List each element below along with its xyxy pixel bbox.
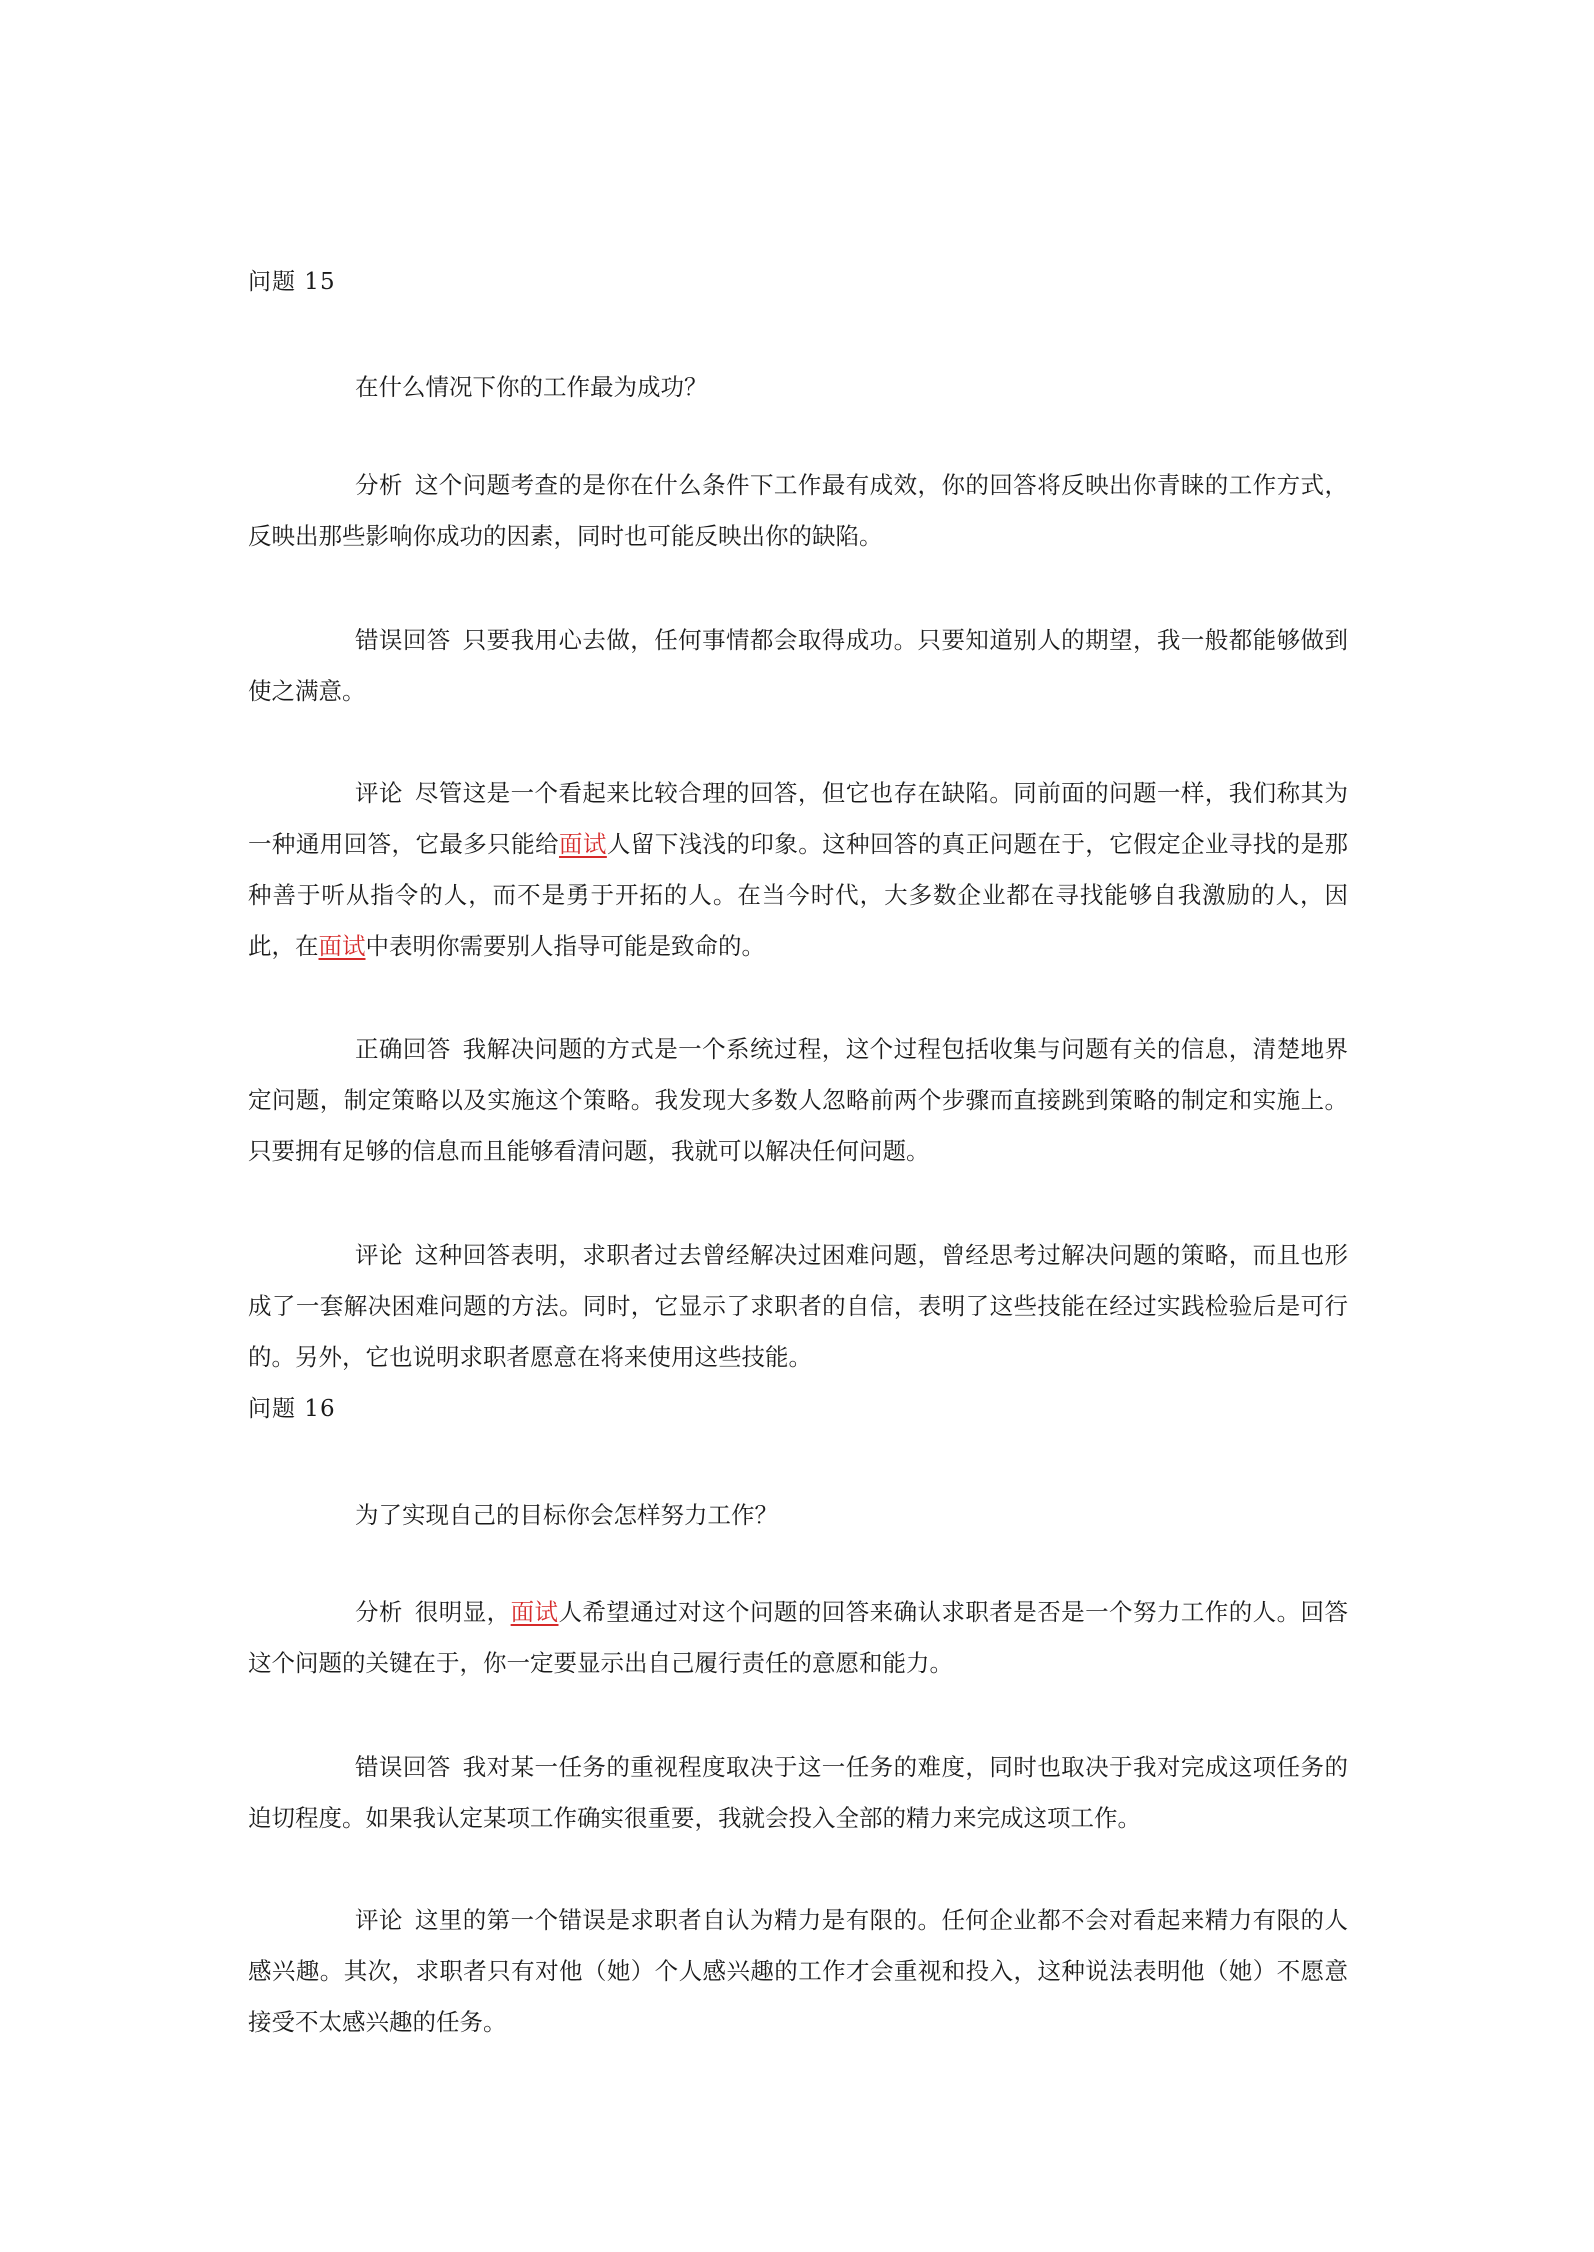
question-15-heading: 问题 15	[248, 269, 336, 295]
question-15-comment-2	[248, 1230, 1348, 1383]
comment-text: 这种回答表明，求职者过去曾经解决过困难问题，曾经思考过解决问题的策略，而且也形成了一套解决困难问题的方法。同时，它显示了求职者的自信，表明了这些技能在经过实践检验后是可行的。另外，它也说明求职者愿意在将来使用这些技能。	[248, 1241, 1348, 1371]
question-15-analysis	[248, 460, 1348, 562]
interview-keyword-link[interactable]: 面试	[318, 932, 366, 960]
question-15-wrong-answer	[248, 615, 1348, 717]
question-15-comment-1	[248, 768, 1348, 972]
question-16-text: 为了实现自己的目标你会怎样努力工作？	[355, 1501, 778, 1529]
question-16-analysis	[248, 1587, 1348, 1689]
comment-text-part: 尽管这是一个看起来比较合理的回答，但它也存在缺陷。同前面的问题一样，我们称其为一种通用回答，它最多只能给	[248, 779, 1348, 858]
analysis-text: 这个问题考查的是你在什么条件下工作最有成效，你的回答将反映出你青睐的工作方式，反映出那些影响你成功的因素，同时也可能反映出你的缺陷。	[248, 471, 1348, 550]
analysis-text-part: 很明显，	[414, 1598, 511, 1626]
analysis-label: 分析	[355, 1598, 403, 1626]
correct-answer-label: 正确回答	[355, 1035, 451, 1063]
analysis-label: 分析	[355, 471, 403, 499]
wrong-answer-text: 只要我用心去做，任何事情都会取得成功。只要知道别人的期望，我一般都能够做到使之满意。	[248, 626, 1348, 705]
question-15-correct-answer	[248, 1024, 1348, 1177]
comment-text-part: 中表明你需要别人指导可能是致命的。	[365, 932, 765, 960]
wrong-answer-label: 错误回答	[355, 1753, 451, 1781]
wrong-answer-text: 我对某一任务的重视程度取决于这一任务的难度，同时也取决于我对完成这项任务的迫切程度。如果我认定某项工作确实很重要，我就会投入全部的精力来完成这项工作。	[248, 1753, 1348, 1832]
comment-label: 评论	[355, 779, 403, 807]
interview-keyword-link[interactable]: 面试	[559, 830, 607, 858]
question-16-comment	[248, 1895, 1348, 2048]
question-16-heading: 问题 16	[248, 1396, 336, 1422]
correct-answer-text: 我解决问题的方式是一个系统过程，这个过程包括收集与问题有关的信息，清楚地界定问题，制定策略以及实施这个策略。我发现大多数人忽略前两个步骤而直接跳到策略的制定和实施上。只要拥有足够的信息而且能够看清问题，我就可以解决任何问题。	[248, 1035, 1348, 1165]
comment-text: 这里的第一个错误是求职者自认为精力是有限的。任何企业都不会对看起来精力有限的人感兴趣。其次，求职者只有对他（她）个人感兴趣的工作才会重视和投入，这种说法表明他（她）不愿意接受不太感兴趣的任务。	[248, 1906, 1348, 2036]
analysis-text-part: 人希望通过对这个问题的回答来确认求职者是否是一个努力工作的人。回答这个问题的关键在于，你一定要显示出自己履行责任的意愿和能力。	[248, 1598, 1348, 1677]
question-15-text: 在什么情况下你的工作最为成功？	[355, 373, 708, 401]
interview-keyword-link[interactable]: 面试	[510, 1598, 559, 1626]
wrong-answer-label: 错误回答	[355, 626, 451, 654]
question-16-wrong-answer	[248, 1742, 1348, 1844]
comment-label: 评论	[355, 1906, 403, 1934]
comment-label: 评论	[355, 1241, 403, 1269]
comment-text-part: 人留下浅浅的印象。这种回答的真正问题在于，它假定企业寻找的是那种善于听从指令的人，而不是勇于开拓的人。在当今时代，大多数企业都在寻找能够自我激励的人，因此，在	[248, 830, 1349, 960]
